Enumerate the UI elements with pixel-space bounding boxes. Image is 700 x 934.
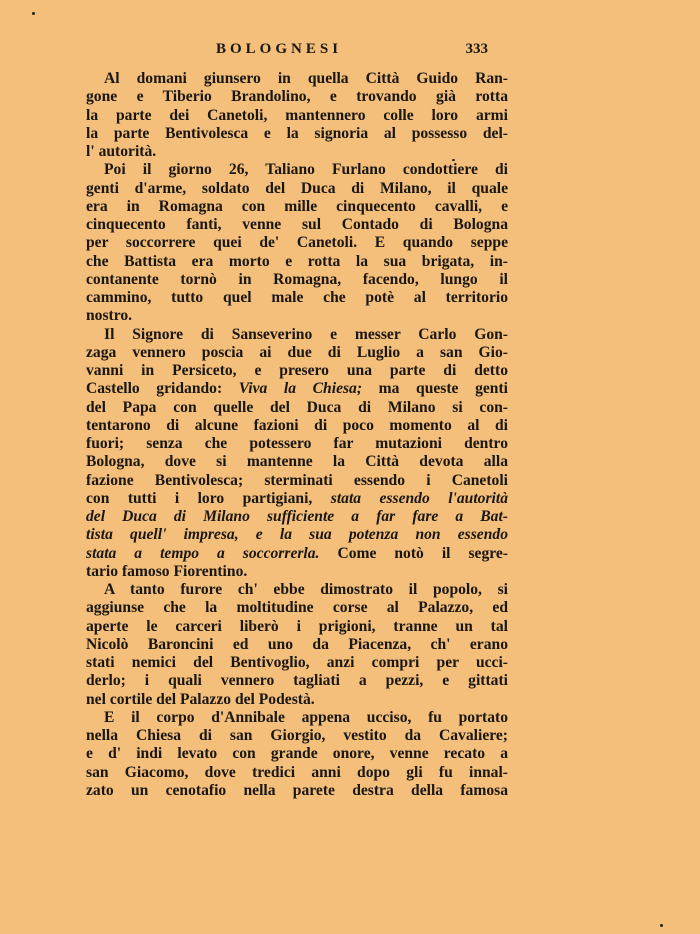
italic-text: stata essendo l'autorità (330, 489, 508, 507)
text-line: che Battista era morto e rotta la sua brigata, in- (86, 252, 508, 270)
text-line: Poi il giorno 26, Taliano Furlano condottiere di (104, 161, 508, 179)
text-line: zaga vennero poscia ai due di Luglio a san Gio- (86, 343, 508, 361)
body-text (86, 70, 508, 800)
text-line: Il Signore di Sanseverino e messer Carlo Gon- (104, 325, 508, 343)
text-line: nostro. (86, 307, 133, 325)
text-line (86, 380, 508, 398)
text-line: stati nemici del Bentivoglio, anzi compri per ucci- (86, 654, 508, 671)
scan-speck (32, 12, 35, 15)
text-line: Bologna, dove si mantenne la Città devota alla (86, 453, 508, 471)
text-line: contanente tornò in Romagna, facendo, lungo il (86, 270, 508, 288)
text-line: Al domani giunsero in quella Città Guido Ran- (104, 70, 508, 87)
text-line: cinquecento fanti, venne sul Contado di Bologna (86, 216, 508, 233)
italic-text-line: del Duca di Milano sufficiente a far fare a Bat- (86, 508, 508, 525)
scan-speck (452, 159, 455, 161)
text-line (86, 545, 508, 563)
text-line: tario famoso Fiorentino. (86, 562, 248, 580)
text-line: zato un cenotafio nella parete destra della famosa (86, 781, 508, 799)
paragraph (86, 326, 508, 582)
page-number: 333 (465, 41, 488, 57)
running-title: BOLOGNESI (216, 41, 343, 57)
text-line: era in Romagna con mille cinquecento cavalli, e (86, 197, 508, 215)
text-line (86, 490, 508, 508)
italic-text: stata a tempo a soccorrerla. (86, 544, 320, 562)
text-line: nella Chiesa di san Giorgio, vestito da Cavaliere; (86, 727, 508, 744)
text-line: vanni in Persiceto, e presero una parte di detto (86, 362, 508, 379)
text-line: san Giacomo, dove tredici anni dopo gli fu innal- (86, 763, 508, 781)
text-line: nel cortile del Palazzo del Podestà. (86, 690, 315, 708)
text-segment: Castello gridando: (86, 380, 239, 398)
page-header (108, 41, 488, 61)
text-line: per soccorrere quei de' Canetoli. E quando seppe (86, 234, 508, 252)
paragraph (86, 161, 508, 325)
scan-speck (660, 924, 663, 927)
text-line: cammino, tutto quel male che potè al territorio (86, 289, 508, 306)
text-line: fazione Bentivolesca; sterminati essendo i Canetoli (86, 471, 508, 489)
text-line: l' autorità. (86, 143, 157, 160)
text-line: la parte dei Canetoli, mantennero colle loro armi (86, 106, 508, 124)
text-line: tentarono di alcune fazioni di poco momento al di (86, 416, 508, 434)
italic-text: Viva la Chiesa; (238, 380, 363, 398)
paragraph (86, 709, 508, 800)
text-line: la parte Bentivolesca e la signoria al possesso del- (86, 124, 508, 142)
text-line: aperte le carceri liberò i prigioni, tranne un tal (86, 617, 508, 635)
text-line: aggiunse che la moltitudine corse al Palazzo, ed (86, 599, 508, 617)
text-segment: con tutti i loro partigiani, (86, 489, 331, 507)
text-line: e d' indi levato con grande onore, venne recato a (86, 745, 508, 763)
text-line: Nicolò Baroncini ed uno da Piacenza, ch' erano (86, 635, 508, 653)
text-line: E il corpo d'Annibale appena ucciso, fu portato (104, 708, 508, 726)
text-line: fuori; senza che potessero far mutazioni dentro (86, 435, 508, 452)
paragraph (86, 581, 508, 709)
text-segment: Come notò il segre- (319, 544, 509, 562)
text-line: genti d'arme, soldato del Duca di Milano, il quale (86, 179, 508, 197)
paragraph (86, 70, 508, 161)
text-line: A tanto furore ch' ebbe dimostrato il popolo, si (104, 581, 508, 598)
text-line: del Papa con quelle del Duca di Milano si con- (86, 398, 508, 416)
italic-text-line: tista quell' impresa, e la sua potenza non essendo (86, 526, 508, 544)
text-segment: ma queste genti (362, 380, 508, 398)
text-line: gone e Tiberio Brandolino, e trovando già rotta (86, 88, 508, 106)
text-line: derlo; i quali vennero tagliati a pezzi, e gittati (86, 672, 508, 690)
